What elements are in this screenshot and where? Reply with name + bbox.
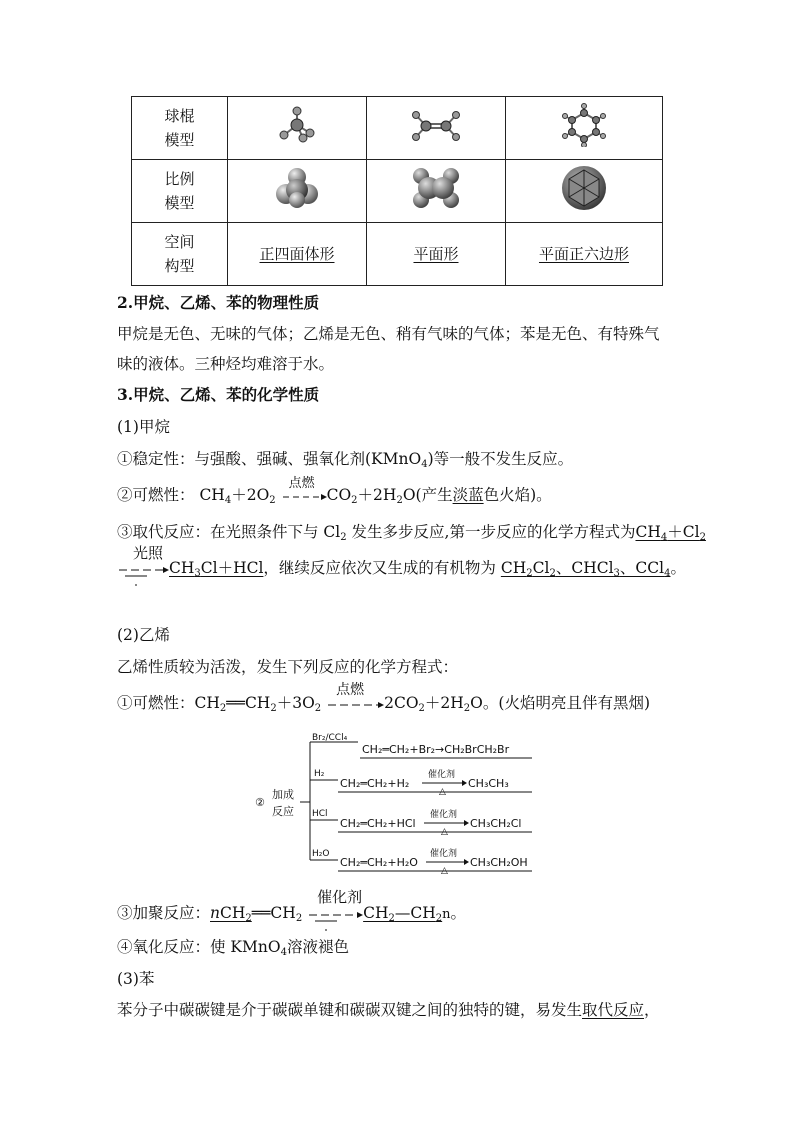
reaction-condition: 光照 [133, 544, 164, 562]
reagent-label: H₂O [312, 849, 330, 859]
item-number: ② [255, 796, 265, 809]
section-2-heading: 2.甲烷、乙烯、苯的物理性质 [117, 293, 320, 312]
reagent-label: H₂ [314, 769, 325, 779]
equation: CH₂═CH₂+H₂O [340, 856, 418, 869]
ethylene-polymerization: ③加聚反应：$nCH_2══CH_2$ 催化剂 $CH_2—CH_2n$。 [117, 888, 467, 924]
methane-substitution-cont: 光照 $CH_3Cl+HCl$，继续反应依次又生成的有机物为 $CH_2Cl_2$、CHCl$_3$、CCl$_4$。 [133, 544, 686, 579]
table-row [132, 223, 663, 286]
row-header: 球棍 模型 [132, 97, 228, 160]
catalyst-label: 催化剂 [430, 849, 458, 859]
ethylene-ball-stick-model [367, 97, 506, 160]
paragraph: 苯分子中碳碳键是介于碳碳单键和碳碳双键之间的独特的键，易发生取代反应， [117, 1001, 660, 1019]
ethylene-heading: (2)乙烯 [117, 626, 170, 644]
methane-ball-stick-model [228, 97, 367, 160]
reaction-condition: 点燃 [288, 476, 315, 491]
equation: CH₂═CH₂+HCl [340, 817, 416, 830]
methane-substitution: ③取代反应：在光照条件下与 $Cl_2$ 发生多步反应,第一步反应的化学方程式为$CH_4+Cl_2$ [117, 523, 706, 543]
benzene-ball-stick-model [506, 97, 663, 160]
addition-reaction-diagram [250, 732, 550, 877]
methane-space-filling-model [228, 160, 367, 223]
table-row [132, 160, 663, 223]
ethylene-oxidation: ④氧化反应：使 KMnO$_4$溶液褪色 [117, 938, 349, 958]
branch-label: 反应 [272, 805, 294, 818]
paragraph: 甲烷是无色、无味的气体；乙烯是无色、稍有气味的气体；苯是无色、有特殊气 [117, 325, 660, 343]
paragraph: 乙烯性质较为活泼，发生下列反应的化学方程式： [117, 658, 459, 676]
ethylene-shape: 平面形 [367, 223, 506, 286]
benzene-space-filling-model [506, 160, 663, 223]
reagent-label: Br₂/CCl₄ [312, 733, 348, 743]
reagent-label: HCl [312, 809, 328, 819]
reaction-condition: 催化剂 [317, 888, 363, 906]
row-header: 空间 构型 [132, 223, 228, 286]
methane-combustion: ②可燃性： $CH_4+2O_2$ 点燃 $CO_2+2H_2O$(产生淡蓝色火焰)。 [117, 484, 552, 507]
equation: CH₂═CH₂+H₂ [340, 777, 410, 790]
product: CH₃CH₂OH [470, 856, 528, 869]
reaction-condition: 点燃 [336, 682, 365, 698]
section-3-heading: 3.甲烷、乙烯、苯的化学性质 [117, 385, 320, 404]
methane-heading: (1)甲烷 [117, 418, 170, 436]
heat-symbol: △ [441, 827, 448, 837]
catalyst-label: 催化剂 [430, 810, 458, 820]
equation: CH₂═CH₂+Br₂→CH₂BrCH₂Br [362, 743, 510, 756]
benzene-shape: 平面正六边形 [506, 223, 663, 286]
molecule-model-table [131, 96, 663, 286]
methane-shape: 正四面体形 [228, 223, 367, 286]
paragraph: 味的液体。三种烃均难溶于水。 [117, 355, 335, 373]
catalyst-label: 催化剂 [428, 770, 456, 780]
ethylene-space-filling-model [367, 160, 506, 223]
methane-stability: ①稳定性：与强酸、强碱、强氧化剂(KMnO$_4$)等一般不发生反应。 [117, 450, 574, 470]
benzene-heading: (3)苯 [117, 970, 155, 988]
heat-symbol: △ [439, 787, 446, 797]
branch-label: 加成 [272, 788, 294, 801]
table-row [132, 97, 663, 160]
product: CH₃CH₃ [468, 777, 509, 790]
product: CH₃CH₂Cl [470, 817, 522, 830]
row-header: 比例 模型 [132, 160, 228, 223]
ethylene-combustion: ①可燃性：$CH_2══CH_2+3O_2$ 点燃 $2CO_2+2H_2O$。(火焰明亮且伴有黑烟) [117, 692, 650, 715]
heat-symbol: △ [441, 866, 448, 876]
